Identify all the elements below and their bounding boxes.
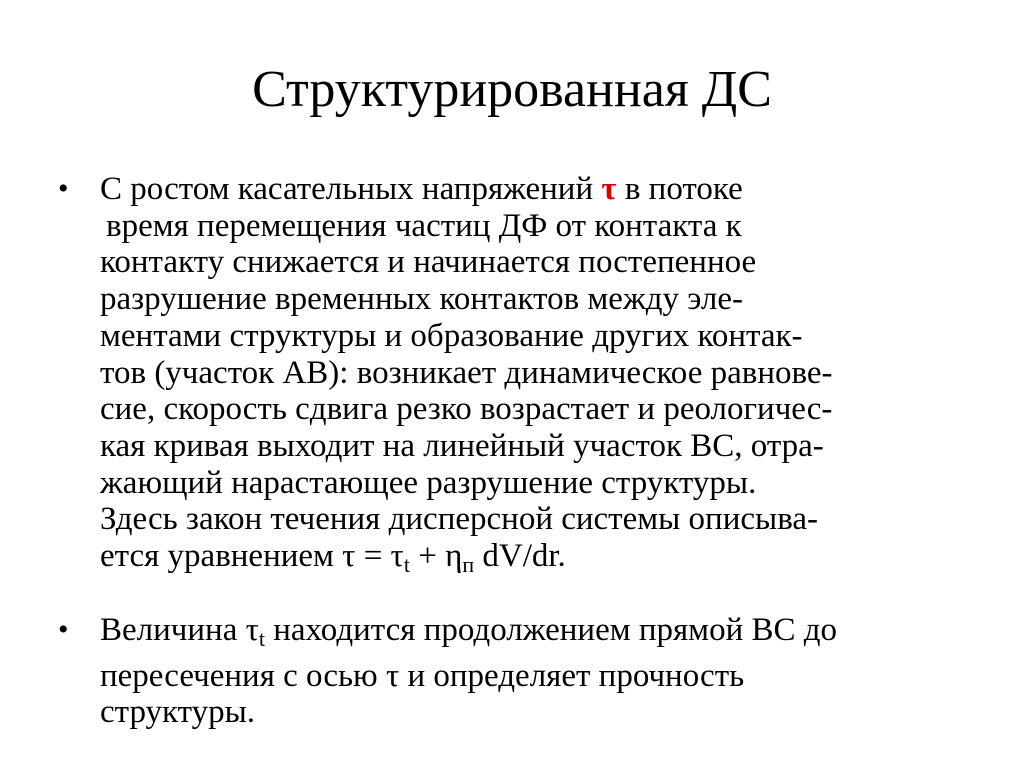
bullet2-line-2: пересечения с осью τ и определяет прочность [100, 657, 745, 694]
bullet1-line-3: контакту снижается и начинается постепенное [100, 244, 757, 281]
bullet1-line-8: кая кривая выходит на линейный участок ВС, отра- [100, 427, 824, 464]
bullet1-line-7: сие, скорость сдвига резко возрастает и реологичес- [100, 391, 833, 428]
bullet1-line-4: разрушение временных контактов между эле- [100, 281, 743, 318]
bullet1-line-2: время перемещения частиц ДФ от контакта к [106, 207, 742, 244]
bullet2-line-3: структуры. [100, 694, 256, 731]
bullet2-line-1: Величина $\tau_t$ находится продолжением прямой ВС до [100, 612, 838, 651]
bullet1-line-6: тов (участок АВ): возникает динамическое равнове- [100, 354, 833, 391]
bullet-point-1 [58, 171, 1000, 584]
bullet1-line-10: Здесь закон течения дисперсной системы описыва- [100, 501, 818, 538]
tau-symbol: τ [601, 171, 617, 207]
bullet1-line-5: ментами структуры и образование других контак- [100, 317, 803, 354]
bullet-marker: • [58, 172, 69, 205]
slide-title: Структурированная ДС [252, 61, 772, 118]
bullet-marker: • [58, 613, 69, 646]
bullet1-line-1: С ростом касательных напряжений τ в потоке [100, 171, 743, 207]
bullet1-line-9: жающий нарастающее разрушение структуры. [100, 464, 757, 501]
bullet-point-2 [58, 612, 1000, 731]
bullet1-line-11-equation: ется уравнением $\tau = \tau_t + \eta_п$ dV/dr. [100, 538, 566, 578]
